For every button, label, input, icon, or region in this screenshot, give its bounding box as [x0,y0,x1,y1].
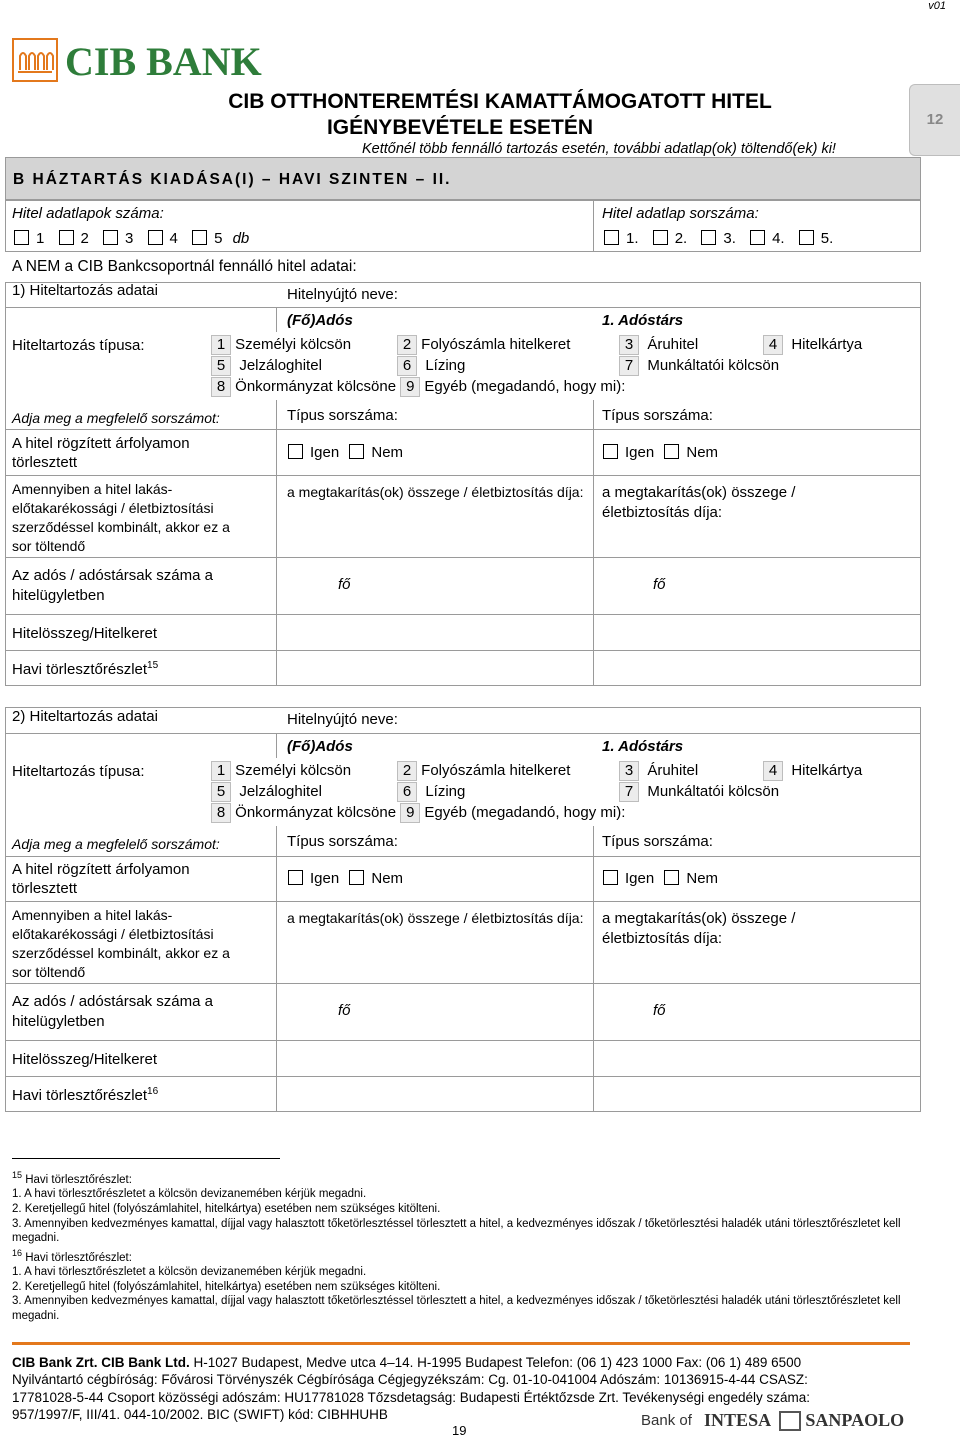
person-unit-main: fő [338,576,351,593]
type-label: Folyószámla hitelkeret [421,762,571,779]
type-num: 4 [763,761,783,781]
sheet-count-option: 5 [214,230,223,247]
lender-label: Hitelnyújtó neve: [287,286,398,303]
loan-type-label: Hiteltartozás típusa: [12,337,145,354]
intesa-label: INTESA [704,1410,772,1430]
yes-label: Igen [625,444,655,461]
type-label: Folyószámla hitelkeret [421,336,571,353]
type-num: 9 [400,377,420,397]
type-num: 2 [397,335,417,355]
footnote-title: Havi törlesztőrészlet: [25,1251,132,1264]
yes-label: Igen [310,870,340,887]
person-unit-co: fő [653,1002,666,1019]
type-label: Személyi kölcsön [235,336,352,353]
bank-name: CIB BANK [65,39,262,84]
sheet-count-checkbox-3[interactable] [103,230,118,245]
footnote-ref: 16 [147,1086,159,1097]
type-num: 3 [619,335,639,355]
sheet-count-option: 4 [169,230,178,247]
sheet-serial-option: 2. [674,230,688,247]
type-num: 1 [211,761,231,781]
type-num: 5 [211,356,231,376]
savings-label-main: a megtakarítás(ok) összege / életbiztosítás díja: [287,484,584,500]
form-title-line1: CIB OTTHONTEREMTÉSI KAMATTÁMOGATOTT HITEL [228,90,772,113]
section-title: B HÁZTARTÁS KIADÁSA(I) – HAVI SZINTEN – II. [13,171,452,188]
fixed-rate-no-checkbox[interactable] [349,870,364,885]
yes-label: Igen [310,444,340,461]
footer-registry: Nyilvántartó cégbíróság: Fővárosi Törvényszék Cégbírósága Cégjegyzékszám: Cg. 01-10-041004 Adószám: 10136915-4-44 CSASZ: [12,1372,808,1388]
type-label: Jelzáloghitel [239,783,322,800]
page-number: 19 [452,1423,467,1438]
footnote-item: 2. Keretjellegű hitel (folyószámlahitel, hitelkártya) esetében nem szükséges kitölteni. [12,1280,441,1293]
no-label: Nem [686,444,719,461]
footnotes [12,1168,912,1324]
main-debtor-heading: (Fő)Adós [287,738,353,755]
type-label: Lízing [425,783,466,800]
installment-label [12,660,158,678]
fixed-rate-label: A hitel rögzített árfolyamon törlesztett [12,861,190,897]
type-label: Önkormányzat kölcsöne [235,378,397,395]
footnote-number: 15 [12,1170,23,1180]
amount-label: Hitelösszeg/Hitelkeret [12,1051,158,1068]
loan-heading: 1) Hiteltartozás adatai [12,282,158,299]
sheet-serial-option: 4. [772,230,785,247]
fixed-rate-yes-checkbox[interactable] [603,870,618,885]
footer-company: CIB Bank Zrt. CIB Bank Ltd. [12,1355,190,1370]
sheet-serial-checkbox-2[interactable] [653,230,668,245]
type-num: 1 [211,335,231,355]
savings-label-co: a megtakarítás(ok) összege / életbiztosítás díja: [602,484,796,521]
fixed-rate-no-checkbox[interactable] [664,444,679,459]
type-label: Lízing [425,357,466,374]
bank-of-label: Bank of [641,1412,692,1429]
main-debtor-heading: (Fő)Adós [287,312,353,329]
cib-logo [12,38,262,82]
type-label: Munkáltatói kölcsön [647,783,780,800]
footer-bic: 957/1997/F, III/41. 044-10/2002. BIC (SWIFT) kód: CIBHHUHB [12,1406,388,1422]
section-band [5,157,921,200]
co-debtor-heading: 1. Adóstárs [602,738,684,755]
loan-type-list [211,761,911,825]
footnote-ref: 15 [147,660,159,671]
footer-address: H-1027 Budapest, Medve utca 4–14. H-1995 Budapest Telefon: (06 1) 423 1000 Fax: (06 1) 489 6500 [189,1355,802,1370]
sheet-serial-checkbox-1[interactable] [604,230,619,245]
footnote-15 [12,1168,912,1246]
loan-type-list [211,335,911,399]
sanpaolo-icon [779,1411,801,1431]
fixed-rate-co [603,444,718,461]
cib-logo-icon [12,38,58,82]
no-label: Nem [371,870,404,887]
installment-text: Havi törlesztőrészlet [12,1087,148,1104]
sorszam-label: Adja meg a megfelelő sorszámot: [12,836,220,852]
type-label: Áruhitel [647,336,699,353]
installment-text: Havi törlesztőrészlet [12,661,148,678]
fixed-rate-yes-checkbox[interactable] [288,444,303,459]
type-number-label-main: Típus sorszáma: [287,407,398,424]
type-label: Személyi kölcsön [235,762,352,779]
fixed-rate-yes-checkbox[interactable] [288,870,303,885]
yes-label: Igen [625,870,655,887]
type-label: Áruhitel [647,762,699,779]
footnote-item: 3. Amennyiben kedvezményes kamattal, díjjal vagy halasztott tőketörlesztéssel törlesztett a hitel, a kedvezményes időszak / tőketörlesztési haladék utáni törlesztőrészletet kell megadni. [12,1217,901,1245]
combined-label: Amennyiben a hitel lakás-előtakarékossági / életbiztosítási szerződéssel kombinált, akkor ez a sor töltendő [12,481,230,554]
type-num: 7 [619,356,639,376]
page-tab-number: 12 [926,111,944,128]
footnote-item: 3. Amennyiben kedvezményes kamattal, díjjal vagy halasztott tőketörlesztéssel törlesztett a hitel, a kedvezményes időszak / tőketörlesztési haladék utáni törlesztőrészletet kell megadni. [12,1295,901,1322]
sheet-count-label: Hitel adatlapok száma: [12,205,164,222]
sheet-count-checkbox-2[interactable] [59,230,74,245]
footnote-item: 2. Keretjellegű hitel (folyószámlahitel, hitelkártya) esetében nem szükséges kitölteni. [12,1203,441,1216]
type-label: Egyéb (megadandó, hogy mi): [424,378,626,395]
footnote-item: 1. A havi törlesztőrészletet a kölcsön devizanemében kérjük megadni. [12,1188,367,1201]
type-num: 5 [211,782,231,802]
sheet-serial-checkbox-4[interactable] [750,230,765,245]
person-unit-co: fő [653,576,666,593]
type-num: 6 [397,356,417,376]
fixed-rate-no-checkbox[interactable] [349,444,364,459]
type-label: Jelzáloghitel [239,357,322,374]
type-number-label-main: Típus sorszáma: [287,833,398,850]
amount-label: Hitelösszeg/Hitelkeret [12,625,158,642]
version-label: v01 [928,0,946,12]
sanpaolo-label: SANPAOLO [805,1410,905,1430]
sheet-count-checkbox-4[interactable] [148,230,163,245]
sheet-count-option: 1 [36,230,45,247]
non-cib-heading: A NEM a CIB Bankcsoportnál fennálló hitel adatai: [12,258,357,275]
sheet-serial-option: 5. [820,230,834,247]
type-label: Munkáltatói kölcsön [647,357,780,374]
savings-label-co: a megtakarítás(ok) összege / életbiztosítás díja: [602,910,796,947]
installment-label [12,1086,158,1104]
fixed-rate-label: A hitel rögzített árfolyamon törlesztett [12,435,190,471]
type-num: 3 [619,761,639,781]
debtors-label: Az adós / adóstársak száma a hitelügyletben [12,993,213,1030]
sheet-serial-option: 1. [626,230,639,247]
footnote-title: Havi törlesztőrészlet: [25,1173,132,1186]
sheet-count-options [14,230,249,247]
sheet-count-option: 2 [80,230,89,247]
form-title-line2: IGÉNYBEVÉTELE ESETÉN [326,116,594,139]
type-num: 7 [619,782,639,802]
type-num: 4 [763,335,783,355]
loan-heading: 2) Hiteltartozás adatai [12,708,158,725]
sheet-count-checkbox-5[interactable] [192,230,207,245]
type-number-label-co: Típus sorszáma: [602,407,713,424]
debtors-label: Az adós / adóstársak száma a hitelügyletben [12,567,213,604]
type-label: Hitelkártya [791,762,863,779]
fixed-rate-main [288,870,403,887]
type-num: 9 [400,803,420,823]
type-label: Önkormányzat kölcsöne [235,804,397,821]
sheet-serial-label: Hitel adatlap sorszáma: [602,205,759,222]
loan-type-label: Hiteltartozás típusa: [12,763,145,780]
footer-tax: 17781028-5-44 Csoport közösségi adószám: HU17781028 Tőzsdetagság: Budapesti Értéktőzsde Zrt. Tevékenységi engedély száma: [12,1389,810,1405]
no-label: Nem [371,444,404,461]
sheet-count-unit: db [232,230,250,247]
fixed-rate-main [288,444,403,461]
fixed-rate-no-checkbox[interactable] [664,870,679,885]
intesa-sanpaolo-logo [641,1410,911,1436]
person-unit-main: fő [338,1002,351,1019]
savings-label-main: a megtakarítás(ok) összege / életbiztosítás díja: [287,910,584,926]
fixed-rate-co [603,870,718,887]
sheet-serial-checkbox-3[interactable] [701,230,716,245]
footnote-number: 16 [12,1247,23,1258]
sheet-serial-options [604,230,833,247]
page-tab [909,84,960,156]
sheet-serial-option: 3. [723,230,736,247]
sheet-serial-checkbox-5[interactable] [799,230,814,245]
sheet-count-option: 3 [125,230,134,247]
fixed-rate-yes-checkbox[interactable] [603,444,618,459]
footnote-16 [12,1246,912,1324]
footnote-item: 1. A havi törlesztőrészletet a kölcsön devizanemében kérjük megadni. [12,1266,367,1279]
sorszam-label: Adja meg a megfelelő sorszámot: [12,410,220,426]
footer-rule [12,1342,910,1345]
type-num: 2 [397,761,417,781]
sheet-count-checkbox-1[interactable] [14,230,29,245]
type-num: 8 [211,377,231,397]
form-subtitle: Kettőnél több fennálló tartozás esetén, további adatlap(ok) töltendő(ek) ki! [362,141,836,157]
lender-label: Hitelnyújtó neve: [287,711,398,728]
type-label: Egyéb (megadandó, hogy mi): [424,804,626,821]
footnote-separator [12,1158,280,1159]
type-number-label-co: Típus sorszáma: [602,833,713,850]
combined-label: Amennyiben a hitel lakás-előtakarékossági / életbiztosítási szerződéssel kombinált, akkor ez a sor töltendő [12,907,230,980]
type-num: 6 [397,782,417,802]
type-num: 8 [211,803,231,823]
type-label: Hitelkártya [791,336,863,353]
co-debtor-heading: 1. Adóstárs [602,312,684,329]
no-label: Nem [686,870,719,887]
